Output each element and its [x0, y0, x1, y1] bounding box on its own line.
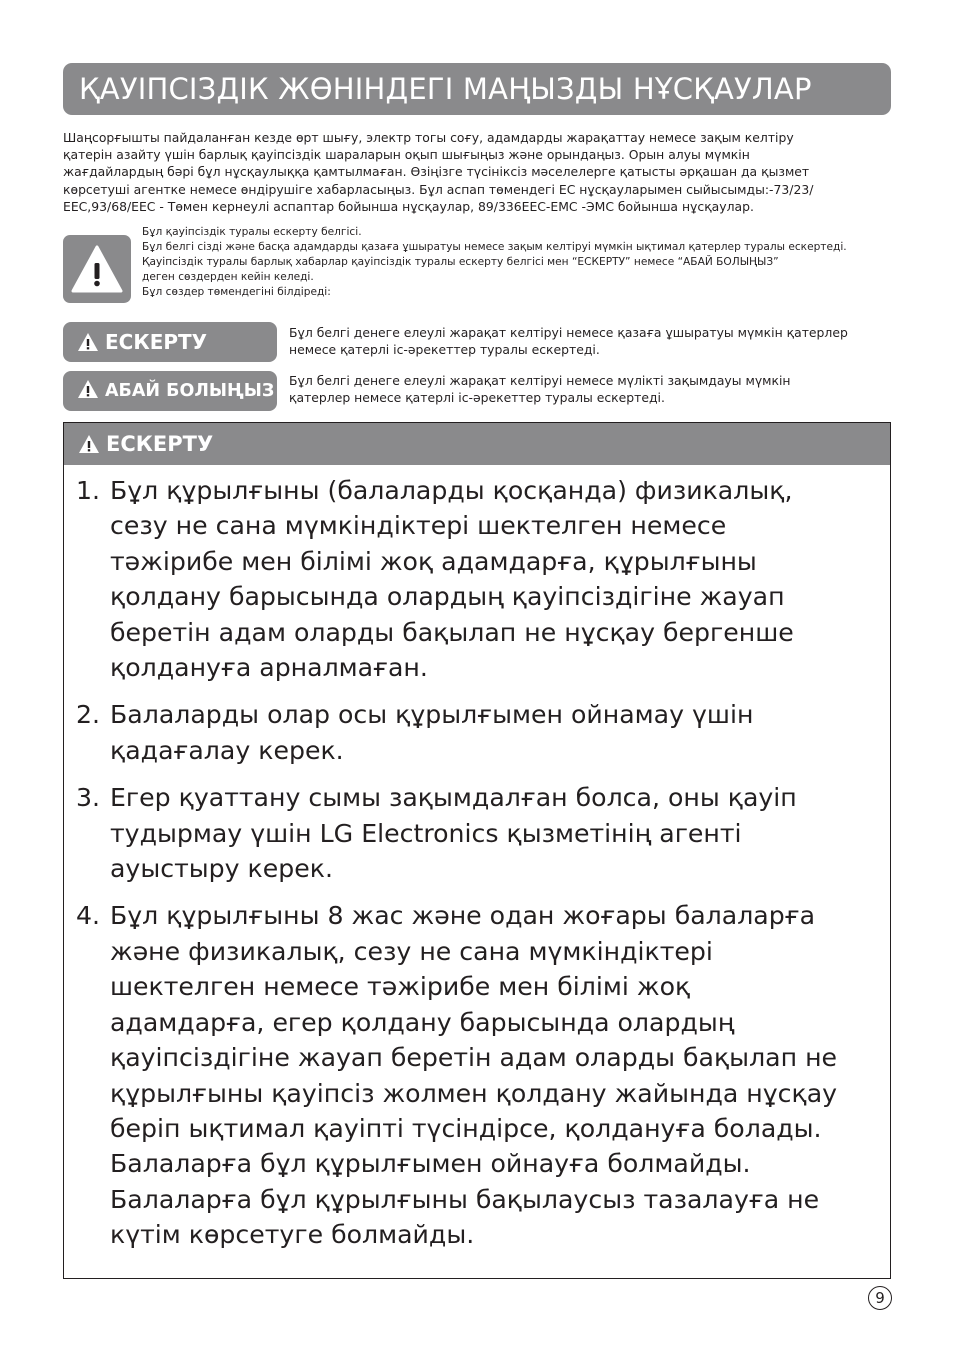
symbol-explanation: Бұл қауіпсіздік туралы ескерту белгісі. Бұл белгі сізді және басқа адамдарды қазаға ұшыратуы немесе зақым келтіруі мүмкін ықтимал қатерлер туралы ескертеді. Қауіпсіздік туралы барлық хабарлар қауіпсіздік туралы ескерту белгісі мен “ЕСКЕРТУ” немесе “АБАЙ БОЛЫҢЫЗ” деген сөздерден кейін келеді. Бұл сөздер төмендегіні білдіреді:	[142, 226, 847, 298]
warning-box-header	[64, 423, 890, 465]
item-text: Егер қуаттану сымы зақымдалған болса, оны қауіп тудырмау үшін LG Electronics қызметінің агенті ауыстыру керек.	[110, 783, 797, 884]
warning-list	[76, 473, 886, 1265]
list-item	[76, 898, 886, 1252]
caution-description: Бұл белгі денеге елеулі жарақат келтіруі немесе мүлікті зақымдауы мүмкін қатерлер немесе қатерлі іс-әрекеттер туралы ескертеді.	[289, 373, 791, 405]
list-item	[76, 473, 886, 685]
list-item	[76, 780, 886, 886]
warning-badge	[63, 322, 277, 362]
warning-triangle-icon	[77, 379, 99, 399]
item-number: 3.	[76, 783, 101, 813]
warning-description: Бұл белгі денеге елеулі жарақат келтіруі немесе қазаға ұшыратуы мүмкін қатерлер немесе қатерлі іс-әрекеттер туралы ескертеді.	[289, 325, 848, 357]
page-number: 9	[868, 1286, 892, 1310]
list-item	[76, 697, 886, 768]
intro-paragraph: Шаңсорғышты пайдаланған кезде өрт шығу, электр тогы соғу, адамдарды жарақаттау немесе зақым келтіру қатерін азайту үшін барлық қауіпсіздік шараларын оқып шығыңыз және орындаңыз. Орын алуы мүмкін жағдайлардың бәрі бұл нұсқаулыққа қамтылмаған. Өзіңізге түсініксіз мәселелерге қатысты әрқашан да қызмет көрсетуші агентке немесе өндірушіге хабарласыңыз. Бұл аспап төмендегі ЕС нұсқауларымен сыйысымды:-73/23/ EEC,93/68/EEC - Төмен кернеулі аспаптар бойынша нұсқаулар, 89/336EEC-EMC -ЭМС бойынша нұсқаулар.	[63, 130, 814, 214]
item-number: 1.	[76, 476, 101, 505]
warning-badge-label: ЕСКЕРТУ	[105, 330, 208, 354]
warning-triangle-icon	[77, 332, 99, 352]
item-text: Бұл құрылғыны 8 жас және одан жоғары балаларға және физикалық, сезу не сана мүмкіндіктері шектелген немесе тәжірибе мен білімі жоқ адамдарға, егер қолдану барысында олардың қауіпсіздігіне жауап беретін адам оларды бақылап не құрылғыны қауіпсіз жолмен қолдану жайында нұсқау беріп ықтимал қауіпті түсіндірсе, қолдануға болады. Балаларға бұл құрылғымен ойнауға болмайды. Балаларға бұл құрылғыны бақылаусыз тазалауға не күтім көрсетуге болмайды.	[110, 901, 838, 1250]
item-text: Бұл құрылғыны (балаларды қосқанда) физикалық, сезу не сана мүмкіндіктері шектелген немесе тәжірибе мен білімі жоқ адамдарға, құрылғыны қолдану барысында олардың қауіпсіздігіне жауап беретін адам оларды бақылап не нұсқау бергенше қолдануға арналмаған.	[110, 476, 794, 683]
item-number: 2.	[76, 700, 101, 730]
item-text: Балаларды олар осы құрылғымен ойнамау үшін қадағалау керек.	[110, 700, 754, 765]
warning-box-header-label: ЕСКЕРТУ	[106, 432, 214, 456]
warning-box	[63, 422, 891, 1279]
warning-triangle-icon	[78, 434, 100, 454]
caution-badge	[63, 371, 277, 411]
warning-triangle-icon	[69, 241, 125, 297]
page-title: ҚАУІПСІЗДІК ЖӨНІНДЕГІ МАҢЫЗДЫ НҰСҚАУЛАР	[63, 63, 891, 115]
safety-alert-symbol	[63, 235, 131, 303]
caution-badge-label: АБАЙ БОЛЫҢЫЗ	[105, 381, 275, 401]
item-number: 4.	[76, 901, 101, 931]
